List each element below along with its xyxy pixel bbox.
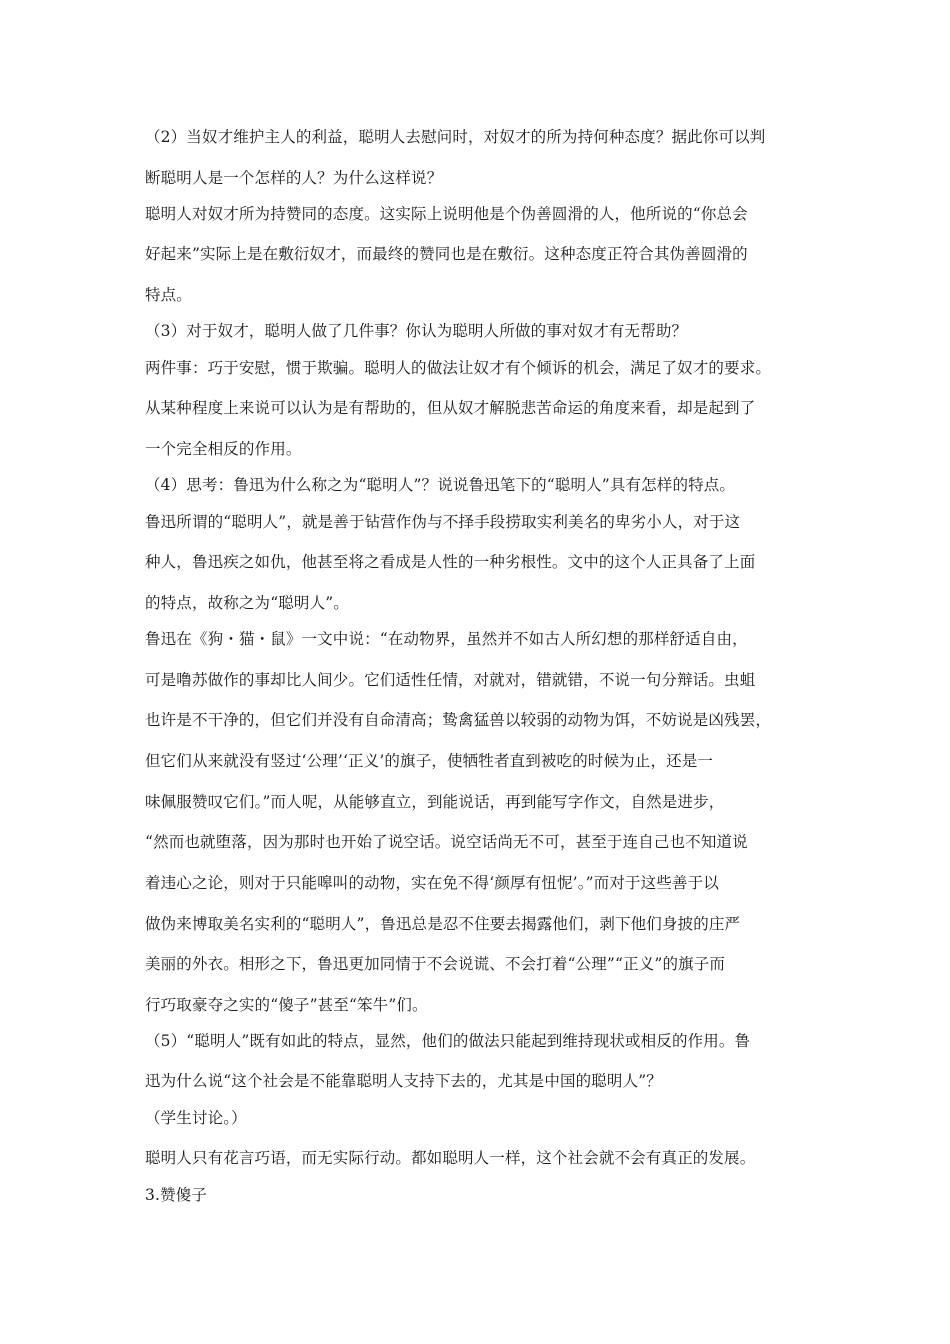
answer-2-line-2: 好起来”实际上是在敷衍奴才，而最终的赞同也是在敷衍。这种态度正符合其伪善圆滑的: [145, 245, 748, 263]
quote-line-2: 可是噜苏做作的事却比人间少。它们适性任情，对就对，错就错，不说一句分辩话。虫蛆: [145, 671, 756, 689]
quote-line-5: 味佩服赞叹它们。”而人呢，从能够直立，到能说话，再到能写字作文，自然是进步，: [145, 793, 725, 811]
discussion-note: （学生讨论。）: [145, 1109, 247, 1127]
answer-3-line-2: 从某种程度上来说可以认为是有帮助的，但从奴才解脱悲苦命运的角度来看，却是起到了: [145, 399, 756, 417]
quote-line-10: 行巧取豪夺之实的“傻子”甚至“笨牛”们。: [145, 996, 428, 1014]
quote-line-7: 着违心之论，则对于只能嗥叫的动物，实在免不得‘颜厚有忸怩’。”而对于这些善于以: [145, 874, 719, 892]
answer-5-line-1: 聪明人只有花言巧语，而无实际行动。都如聪明人一样，这个社会就不会有真正的发展。: [145, 1149, 756, 1167]
answer-2-line-1: 聪明人对奴才所为持赞同的态度。这实际上说明他是个伪善圆滑的人，他所说的“你总会: [145, 205, 748, 223]
question-3-line-1: （3）对于奴才，聪明人做了几件事？你认为聪明人所做的事对奴才有无帮助？: [145, 322, 688, 340]
question-2-line-2: 断聪明人是一个怎样的人？为什么这样说？: [145, 169, 443, 187]
question-4-line-1: （4）思考：鲁迅为什么称之为“聪明人”？说说鲁迅笔下的“聪明人”具有怎样的特点。: [145, 476, 736, 494]
quote-line-3: 也许是不干净的，但它们并没有自命清高；鸷禽猛兽以较弱的动物为饵，不妨说是凶残罢，: [145, 711, 772, 729]
answer-3-line-1: 两件事：巧于安慰，惯于欺骗。聪明人的做法让奴才有个倾诉的机会，满足了奴才的要求。: [145, 359, 772, 377]
section-heading: 3.赞傻子: [145, 1186, 208, 1204]
question-2-line-1: （2）当奴才维护主人的利益，聪明人去慰问时，对奴才的所为持何种态度？据此你可以判: [145, 128, 766, 146]
question-5-line-1: （5）“聪明人”既有如此的特点，显然，他们的做法只能起到维持现状或相反的作用。鲁: [145, 1032, 751, 1050]
quote-line-1: 鲁迅在《狗・猫・鼠》一文中说：“在动物界，虽然并不如古人所幻想的那样舒适自由，: [145, 630, 748, 648]
answer-4-line-3: 的特点，故称之为“聪明人”。: [145, 594, 349, 612]
quote-line-6: “然而也就堕落，因为那时也开始了说空话。说空话尚无不可，甚至于连自己也不知道说: [145, 833, 748, 851]
answer-3-line-3: 一个完全相反的作用。: [145, 440, 302, 458]
answer-4-line-2: 种人，鲁迅疾之如仇，他甚至将之看成是人性的一种劣根性。文中的这个人正具备了上面: [145, 553, 756, 571]
answer-4-line-1: 鲁迅所谓的“聪明人”，就是善于钻营作伪与不择手段捞取实利美名的卑劣小人，对于这: [145, 513, 741, 531]
quote-line-9: 美丽的外衣。相形之下，鲁迅更加同情于不会说谎、不会打着“公理”“正义”的旗子而: [145, 955, 726, 973]
answer-2-line-3: 特点。: [145, 286, 192, 304]
quote-line-8: 做伪来博取美名实利的“聪明人”，鲁迅总是忍不住要去揭露他们，剥下他们身披的庄严: [145, 915, 741, 933]
question-5-line-2: 迅为什么说“这个社会是不能靠聪明人支持下去的，尤其是中国的聪明人”？: [145, 1072, 662, 1090]
quote-line-4: 但它们从来就没有竖过‘公理’‘正义’的旗子，使牺牲者直到被吃的时候为止，还是一: [145, 752, 714, 770]
